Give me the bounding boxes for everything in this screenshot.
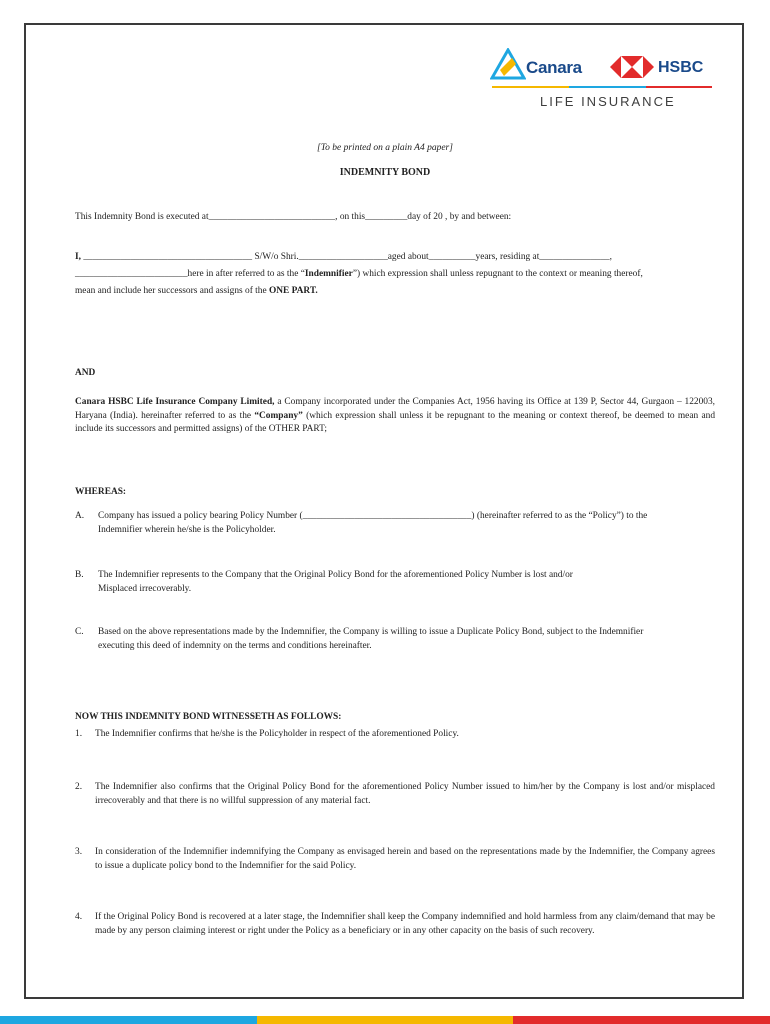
party1-line3 xyxy=(75,285,715,299)
whereas-b-text xyxy=(98,569,715,596)
logo-brand-hsbc: HSBC xyxy=(658,59,704,76)
party2-text-b: (which expression shall unless it be repugnant to the meaning or context thereof, be deemed to mean and include its successors and permitted assigns) of the OTHER PART; xyxy=(75,410,716,434)
party1-line2-text-b: ”) which expression shall unless repugnant to the context or meaning thereof, xyxy=(352,269,643,279)
clause-3-mark: 3. xyxy=(75,847,83,857)
clause-1-text: The Indemnifier confirms that he/she is the Policyholder in respect of the aforementioned Policy. xyxy=(95,729,459,739)
intro-paragraph: This Indemnity Bond is executed at___________________________, on this_________day of 20 , by and between: xyxy=(75,212,512,222)
logo-subtitle: LIFE INSURANCE xyxy=(540,94,676,109)
whereas-b-line2: Misplaced irrecoverably. xyxy=(98,583,192,594)
party2-text-a: a Company incorporated under the Companies Act, 1956 having its Office at 139 P, Sector 44, Gurgaon – 122003, Haryana (India). hereinafter referred to as the xyxy=(75,397,715,421)
whereas-a-text xyxy=(98,510,715,537)
hsbc-hexagon-icon xyxy=(610,56,654,78)
indemnifier-term: Indemnifier xyxy=(304,269,353,279)
print-note: [To be printed on a plain A4 paper] xyxy=(317,143,453,153)
whereas-a-line1: Company has issued a policy bearing Policy Number (____________________________________) (hereinafter referred to as the “Policy”) to the xyxy=(98,511,648,521)
whereas-c-line1: Based on the above representations made by the Indemnifier, the Company is willing to issue a Duplicate Policy Bond, subject to the Indemnifier xyxy=(98,627,644,637)
whereas-c-mark: C. xyxy=(75,627,84,637)
logo-divider xyxy=(492,86,712,88)
document-title: INDEMNITY BOND xyxy=(339,167,431,178)
company-term: “Company” xyxy=(254,410,303,421)
logo-brand-canara: Canara xyxy=(526,58,582,77)
whereas-a-line2: Indemnifier wherein he/she is the Policyholder. xyxy=(98,524,276,535)
whereas-c-line2: executing this deed of indemnity on the terms and conditions hereinafter. xyxy=(98,640,372,651)
canara-hsbc-logo xyxy=(490,46,712,116)
footer-bar-red xyxy=(513,1016,770,1024)
footer-bar-yellow xyxy=(257,1016,513,1024)
and-heading: AND xyxy=(75,368,96,378)
party2-paragraph xyxy=(75,396,715,437)
whereas-a-mark: A. xyxy=(75,511,85,521)
witnesseth-heading: NOW THIS INDEMNITY BOND WITNESSETH AS FOLLOWS: xyxy=(75,712,342,722)
whereas-c-text xyxy=(98,626,715,653)
company-name: Canara HSBC Life Insurance Company Limited, xyxy=(75,397,275,407)
clause-2-mark: 2. xyxy=(75,782,83,792)
clause-4-text: If the Original Policy Bond is recovered at a later stage, the Indemnifier shall keep the Company indemnified and hold harmless from any claim/demand that may be made by any person claiming interest or right under the Policy as a beneficiary or in any other capacity on the basis of such recovery. xyxy=(95,912,715,936)
clause-4-mark: 4. xyxy=(75,912,83,922)
clause-3-text: In consideration of the Indemnifier indemnifying the Company as envisaged herein and based on the representations made by the Indemnifier, the Company agrees to issue a duplicate policy bond to the Indemnifier for the said Policy. xyxy=(95,847,715,871)
whereas-b-mark: B. xyxy=(75,570,84,580)
party1-i-label: I, xyxy=(75,252,81,262)
party1-line2-text-a: ________________________here in after referred to as the “ xyxy=(75,269,305,279)
footer-bar-blue xyxy=(0,1016,257,1024)
party1-line2 xyxy=(75,268,725,282)
party1-line1 xyxy=(75,251,715,265)
party1-line3-text: mean and include her successors and assigns of the xyxy=(75,286,269,296)
clause-2-text: The Indemnifier also confirms that the Original Policy Bond for the aforementioned Policy Number issued to him/her by the Company is lost and/or misplaced irrecoverably and that there is no willful suppression of any material fact. xyxy=(95,782,715,806)
whereas-b-line1: The Indemnifier represents to the Company that the Original Policy Bond for the aforementioned Policy Number is lost and/or xyxy=(98,570,573,580)
party1-line1-text: ____________________________________ S/W/o Shri.___________________aged about__________years, residing at_______________, xyxy=(83,252,612,262)
whereas-heading: WHEREAS: xyxy=(75,487,127,497)
one-part-term: ONE PART. xyxy=(268,286,318,296)
canara-swirl-icon xyxy=(490,48,526,82)
clause-1-mark: 1. xyxy=(75,729,83,739)
footer-color-bar xyxy=(0,1016,770,1024)
